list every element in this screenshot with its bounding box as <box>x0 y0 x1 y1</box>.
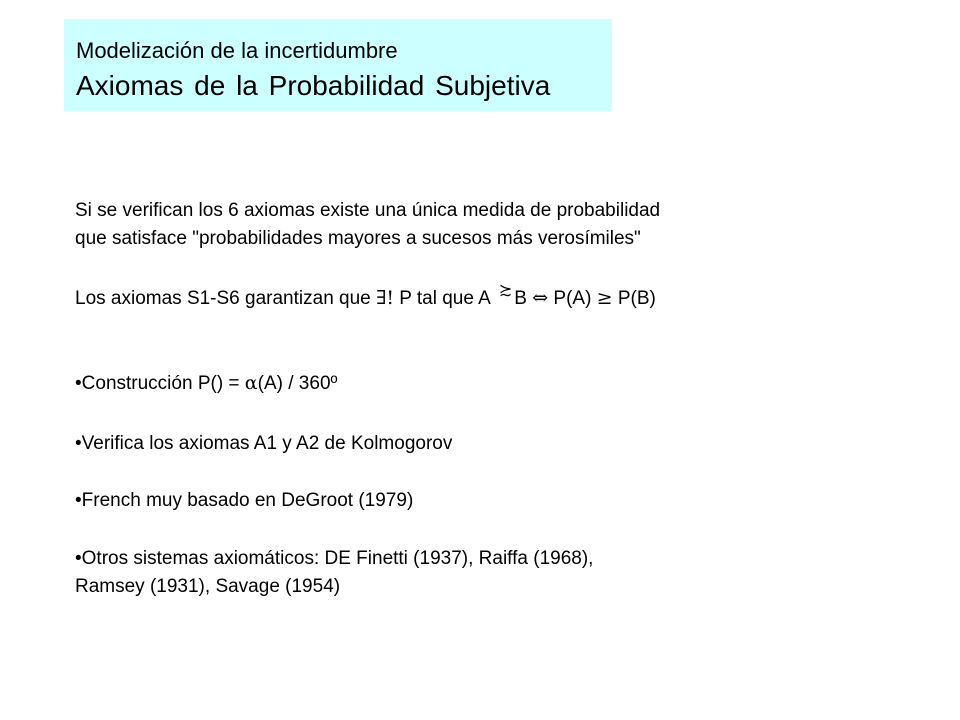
bullet-other-systems-line-2: Ramsey (1931), Savage (1954) <box>75 576 341 597</box>
intro-line-1: Si se verifican los 6 axiomas existe una única medida de probabilidad <box>75 200 661 221</box>
title-box <box>64 19 612 111</box>
statement-prefix: Los axiomas S1-S6 garantizan que <box>75 288 371 309</box>
slide-title: Axiomas de la Probabilidad Subjetiva <box>76 70 551 101</box>
bullet-kolmogorov: •Verifica los axiomas A1 y A2 de Kolmogorov <box>75 433 453 454</box>
geq-symbol: ≥ <box>596 287 613 309</box>
statement-b: B <box>514 288 527 309</box>
bullet-1-suffix: (A) / 360º <box>257 373 338 394</box>
succeeds-or-equal-symbol: ≿ <box>498 280 513 299</box>
bullet-construction <box>75 371 337 396</box>
bullet-1-prefix: •Construcción P() = <box>75 373 240 394</box>
alpha-symbol: α <box>244 372 258 394</box>
statement-pb: P(B) <box>617 288 656 309</box>
bullet-french: •French muy basado en DeGroot (1979) <box>75 490 414 511</box>
axiom-statement <box>75 280 656 311</box>
slide-subtitle: Modelización de la incertidumbre <box>76 38 398 63</box>
bullet-other-systems-line-1: •Otros sistemas axiomáticos: DE Finetti (1937), Raiffa (1968), <box>75 548 594 569</box>
statement-pa: P(A) <box>553 288 592 309</box>
iff-symbol: ⇔ <box>532 287 549 309</box>
statement-middle: P tal que A <box>399 288 491 309</box>
intro-line-2: que satisface "probabilidades mayores a sucesos más verosímiles" <box>75 228 641 249</box>
exists-unique-symbol: ∃! <box>376 287 394 309</box>
